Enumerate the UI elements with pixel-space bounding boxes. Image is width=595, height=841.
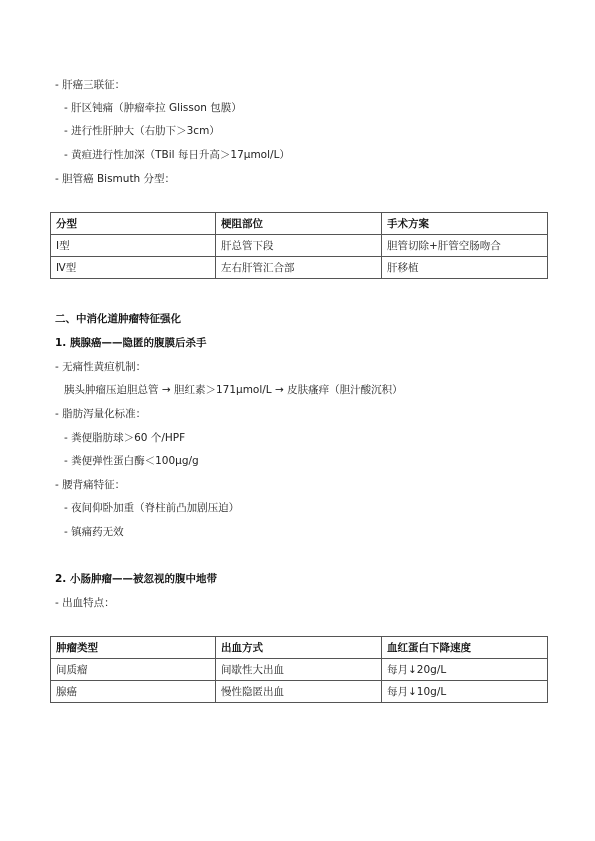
jaundice-title: - 无痛性黄疸机制： (55, 361, 147, 373)
table-cell: 肝总管下段 (216, 235, 382, 257)
bismuth-title: - 胆管癌 Bismuth 分型： (55, 173, 176, 185)
back-pain-item: - 镇痛药无效 (64, 526, 124, 538)
table-header-cell: 梗阻部位 (216, 213, 382, 235)
table-cell: 每月↓20g/L (382, 659, 548, 681)
table-cell: 腺癌 (51, 681, 216, 703)
subsection-heading: 1. 胰腺癌——隐匿的腹膜后杀手 (55, 337, 207, 349)
bleeding-table (50, 636, 548, 703)
table-header-cell: 肿瘤类型 (51, 637, 216, 659)
back-pain-item: - 夜间仰卧加重（脊柱前凸加剧压迫） (64, 502, 240, 514)
table-cell: Ⅳ型 (51, 257, 216, 279)
table-cell: 肝移植 (382, 257, 548, 279)
table-cell: 左右肝管汇合部 (216, 257, 382, 279)
bismuth-table (50, 212, 548, 279)
table-row (51, 681, 548, 703)
liver-triad-item: - 进行性肝肿大（右肋下＞3cm） (64, 125, 220, 137)
jaundice-flow: 胰头肿瘤压迫胆总管 → 胆红素＞171μmol/L → 皮肤瘙痒（胆汁酸沉积） (64, 384, 403, 396)
liver-triad-title: - 肝癌三联征： (55, 79, 126, 91)
table-row (51, 257, 548, 279)
subsection-heading: 2. 小肠肿瘤——被忽视的腹中地带 (55, 573, 217, 585)
table-cell: Ⅰ型 (51, 235, 216, 257)
back-pain-title: - 腰背痛特征： (55, 479, 126, 491)
table-header-cell: 出血方式 (216, 637, 382, 659)
table-header-cell: 血红蛋白下降速度 (382, 637, 548, 659)
table-row (51, 235, 548, 257)
liver-triad-item: - 肝区钝痛（肿瘤牵拉 Glisson 包膜） (64, 102, 242, 114)
table-header-cell: 分型 (51, 213, 216, 235)
section-heading: 二、中消化道肿瘤特征强化 (55, 313, 181, 325)
table-cell: 间质瘤 (51, 659, 216, 681)
table-row (51, 659, 548, 681)
fat-item: - 粪便弹性蛋白酶＜100μg/g (64, 455, 199, 467)
table-cell: 每月↓10g/L (382, 681, 548, 703)
table-header-cell: 手术方案 (382, 213, 548, 235)
table-cell: 胆管切除+肝管空肠吻合 (382, 235, 548, 257)
table-header-row (51, 213, 548, 235)
table-header-row (51, 637, 548, 659)
table-cell: 间歇性大出血 (216, 659, 382, 681)
fat-title: - 脂肪泻量化标准： (55, 408, 147, 420)
bleeding-title: - 出血特点： (55, 597, 115, 609)
table-cell: 慢性隐匿出血 (216, 681, 382, 703)
liver-triad-item: - 黄疸进行性加深（TBil 每日升高＞17μmol/L） (64, 149, 290, 161)
fat-item: - 粪便脂肪球＞60 个/HPF (64, 432, 186, 444)
